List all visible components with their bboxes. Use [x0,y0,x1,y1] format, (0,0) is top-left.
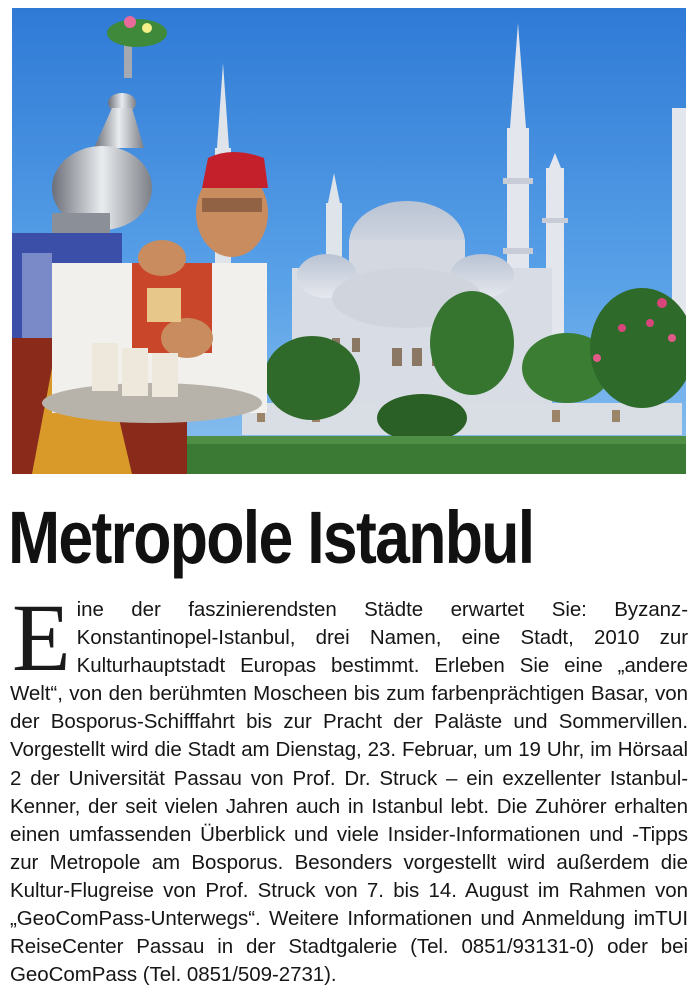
headline: Metropole Istanbul [8,496,534,579]
article-text: ine der faszinierendsten Städte erwartet Sie: Byzanz-Konstantinopel-Istanbul, drei Namen, eine Stadt, 2010 zur Kulturhauptstadt Europas bestimmt. Erleben Sie eine „andere Welt“, von den berühmten Moscheen bis zum farbenprächtigen Basar, von der Bosporus-Schifffahrt bis zur Pracht der Paläste und Sommervillen. Vorgestellt wird die Stadt am Dienstag, 23. Februar, um 19 Uhr, im Hörsaal 2 der Universität Passau von Prof. Dr. Struck – ein exzellenter Istanbul-Kenner, der seit vielen Jahren auch in Istanbul lebt. Die Zuhörer erhalten einen umfassenden Überblick und viele Insider-Informationen und -Tipps zur Metropole am Bosporus. Besonders vorgestellt wird außerdem die Kultur-Flugreise von Prof. Struck von 7. bis 14. August im Rahmen von „GeoComPass-Unterwegs“. Weitere Informationen und Anmeldung imTUI ReiseCenter Passau in der Stadtgalerie (Tel. 0851/93131-0) oder bei GeoComPass (Tel. 0851/509-2731). [10,598,688,987]
drop-cap: E [12,584,71,691]
article-body [10,584,688,989]
istanbul-photo [12,8,686,474]
